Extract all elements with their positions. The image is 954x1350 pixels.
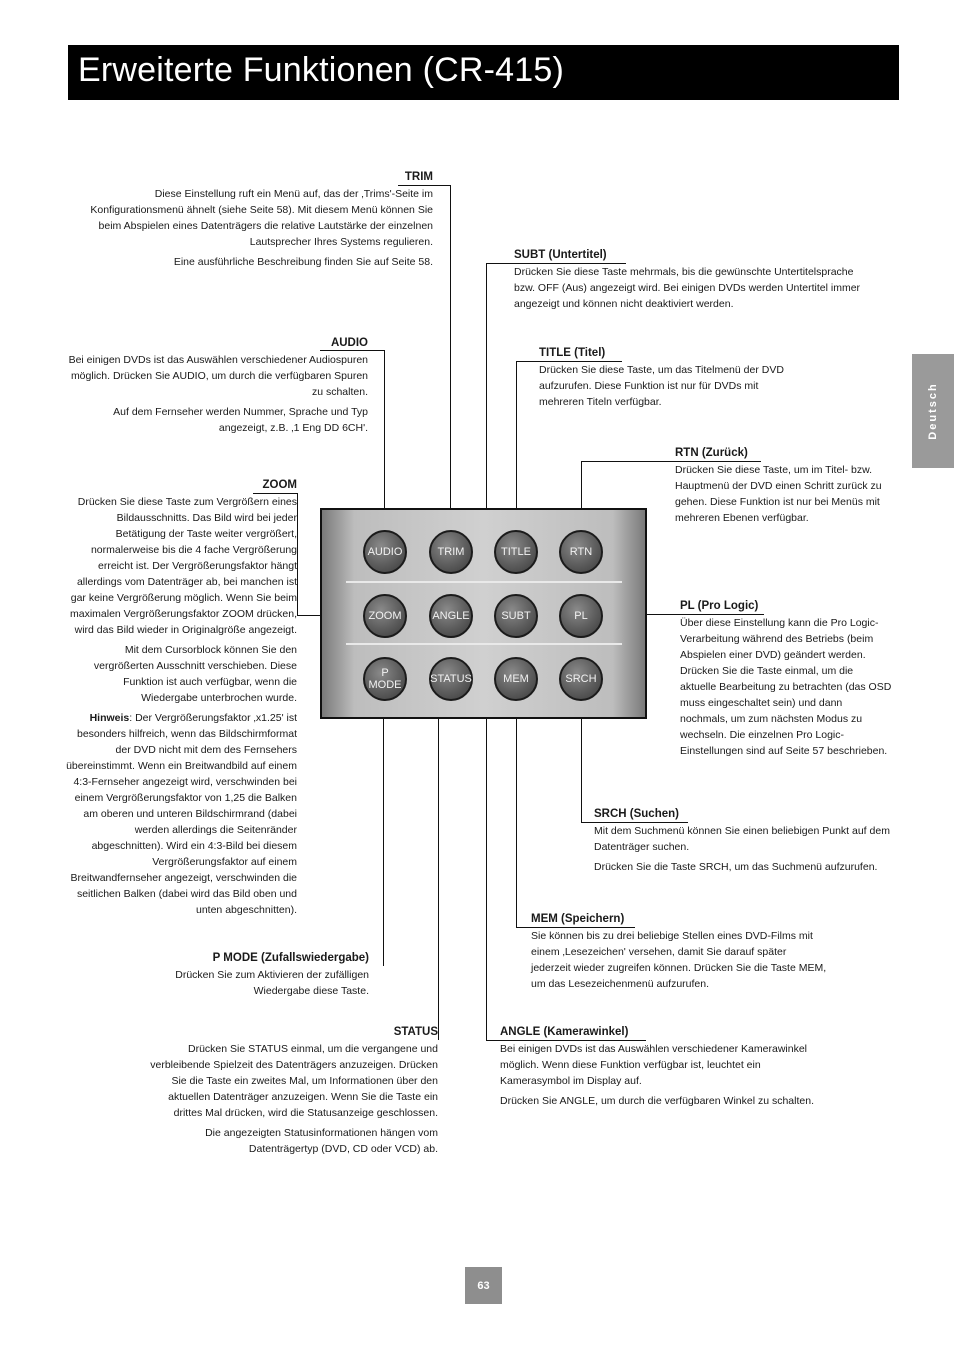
srch-button[interactable]: SRCH (559, 657, 603, 701)
rtn-heading: RTN (Zurück) (675, 447, 748, 459)
title-heading: TITLE (Titel) (539, 347, 606, 359)
mem-section (531, 912, 827, 996)
title-connector-v (516, 361, 517, 529)
mem-connector-h (516, 927, 635, 928)
zoom-hint (66, 710, 297, 918)
pmode-connector-v (383, 702, 384, 966)
trim-heading: TRIM (404, 171, 433, 183)
pl-button[interactable]: PL (559, 594, 603, 638)
rtn-connector-h (581, 461, 761, 462)
page-number: 63 (465, 1267, 502, 1304)
language-tab (912, 354, 954, 468)
pl-text-1: Über diese Einstellung kann die Pro Logic-Verarbeitung während des Betriebs (beim Abspielen einer DVD) geändert werden. Drücken Sie die Taste einmal, um die aktuelle Bearbeitung zu betrachten (das OSD muss eingeschaltet sein) und dann nochmals, um zum nächsten Modus zu wechseln. Die einzelnen Pro Logic-Einstellungen sind auf Seite 57 beschrieben. (680, 617, 892, 757)
pmode-section (150, 951, 369, 1003)
status-text-2: Die angezeigten Statusinformationen hängen vom Datenträgertyp (DVD, CD oder VCD) ab. (205, 1127, 438, 1155)
title-bar (68, 45, 899, 100)
audio-button[interactable]: AUDIO (363, 530, 407, 574)
title-text-1: Drücken Sie diese Taste, um das Titelmenü der DVD aufzurufen. Diese Funktion ist nur für DVDs mit mehreren Titeln verfügbar. (539, 364, 784, 408)
title-connector-h (516, 361, 622, 362)
srch-text-2: Drücken Sie die Taste SRCH, um das Suchmenü aufzurufen. (594, 861, 878, 873)
trim-text-1: Diese Einstellung ruft ein Menü auf, das der ‚Trims'-Seite im Konfigurationsmenü ähnelt (siehe Seite 58). Mit diesem Menü können Sie beim Abspielen eines Datenträgers die relative Lautstärke der einzelnen Lautsprecher Ihres Systems regulieren. (90, 188, 433, 248)
pmode-text-1: Drücken Sie zum Aktivieren der zufälligen Wiedergabe diese Taste. (175, 969, 369, 997)
mem-heading: MEM (Speichern) (531, 913, 625, 925)
audio-section (66, 336, 368, 440)
button-row-divider (346, 643, 622, 645)
title-button[interactable]: TITLE (494, 530, 538, 574)
pmode-heading: P MODE (Zufallswiedergabe) (212, 952, 369, 964)
angle-section (500, 1025, 818, 1113)
status-button[interactable]: STATUS (429, 657, 473, 701)
title-section (539, 346, 789, 414)
angle-heading: ANGLE (Kamerawinkel) (500, 1026, 629, 1038)
status-section (138, 1025, 438, 1161)
pl-section (680, 599, 892, 763)
angle-text-2: Drücken Sie ANGLE, um durch die verfügbaren Winkel zu schalten. (500, 1095, 814, 1107)
audio-text-2: Auf dem Fernseher werden Nummer, Sprache und Typ angezeigt, z.B. ‚1 Eng DD 6CH'. (113, 406, 368, 434)
audio-connector-h (320, 350, 384, 351)
trim-text-2: Eine ausführliche Beschreibung finden Sie auf Seite 58. (173, 256, 433, 268)
audio-heading: AUDIO (330, 337, 368, 349)
angle-connector-h (486, 1040, 646, 1041)
button-row-divider (346, 581, 622, 583)
audio-text-1: Bei einigen DVDs ist das Auswählen verschiedener Audiospuren möglich. Drücken Sie AUDIO, um durch die verfügbaren Spuren zu schalten. (68, 354, 368, 398)
angle-button[interactable]: ANGLE (429, 594, 473, 638)
pmode-button[interactable]: P MODE (363, 657, 407, 701)
subt-button[interactable]: SUBT (494, 594, 538, 638)
remote-control-panel (320, 508, 647, 719)
mem-button[interactable]: MEM (494, 657, 538, 701)
zoom-text-2: Mit dem Cursorblock können Sie den vergrößerten Ausschnitt verschieben. Diese Funktion ist auch verfügbar, wenn die Wiedergabe unterbrochen wurde. (93, 644, 297, 704)
srch-connector-h (581, 822, 688, 823)
status-heading: STATUS (393, 1026, 438, 1038)
trim-section (80, 170, 433, 274)
zoom-button[interactable]: ZOOM (363, 594, 407, 638)
zoom-heading: ZOOM (262, 479, 297, 491)
angle-text-1: Bei einigen DVDs ist das Auswählen verschiedener Kamerawinkel möglich. Wenn diese Funktion verfügbar ist, leuchtet ein Kamerasymbol im Display auf. (500, 1043, 807, 1087)
mem-text-1: Sie können bis zu drei beliebige Stellen eines DVD-Films mit einem ‚Lesezeichen' versehen, damit Sie darauf später jederzeit wieder zugreifen können. Drücken Sie die Taste MEM, um das Lesezeichenmenü aufzurufen. (531, 930, 827, 990)
pl-heading: PL (Pro Logic) (680, 600, 759, 612)
rtn-text-1: Drücken Sie diese Taste, um im Titel- bzw. Hauptmenü der DVD einen Schritt zurück zu gehen. Diese Funktion ist nur bei Menüs mit mehreren Ebenen verfügbar. (675, 464, 882, 524)
language-tab-label: Deutsch (927, 382, 939, 440)
trim-connector-h (398, 185, 450, 186)
status-connector-v (438, 690, 439, 1040)
trim-connector-v (450, 185, 451, 529)
zoom-connector-v (297, 493, 298, 615)
subt-connector-h (486, 263, 626, 264)
zoom-connector-h1 (253, 493, 298, 494)
srch-heading: SRCH (Suchen) (594, 808, 679, 820)
rtn-button[interactable]: RTN (559, 530, 603, 574)
zoom-text-1: Drücken Sie diese Taste zum Vergrößern eines Bildausschnitts. Das Bild wird bei jeder Betätigung der Taste weiter vergrößert, normalerweise bis die 4 fache Vergrößerung erreicht ist. Der Vergrößerungsfaktor hängt allerdings vom Datenträger ab, bei manchen ist gar keine Vergrößerung möglich. Wenn Sie beim maximalen Vergrößerungsfaktor ZOOM drücken, wird das Bild wieder in Originalgröße angezeigt. (69, 496, 297, 636)
rtn-section (675, 446, 891, 530)
page-title: Erweiterte Funktionen (CR-415) (78, 51, 564, 89)
srch-section (594, 807, 894, 879)
status-text-1: Drücken Sie STATUS einmal, um die vergangene und verbleibende Spielzeit des Datenträgers anzuzeigen. Drücken Sie die Taste ein zweites Mal, um Informationen über den aktuellen Datenträger anzuzeigen. Wenn Sie die Taste ein drittes Mal drücken, wird die Statusanzeige geschlossen. (150, 1043, 438, 1119)
trim-button[interactable]: TRIM (429, 530, 473, 574)
zoom-hint-label: Hinweis (89, 712, 130, 724)
zoom-section (66, 478, 297, 922)
subt-text-1: Drücken Sie diese Taste mehrmals, bis die gewünschte Untertitelsprache bzw. OFF (Aus) angezeigt wird. Bei einigen DVDs werden Untertitel immer angezeigt und können nicht deaktiviert werden. (514, 266, 861, 310)
srch-connector-v (581, 702, 582, 822)
zoom-hint-text: : Der Vergrößerungsfaktor ‚x1.25' ist besonders hilfreich, wenn das Bildschirmformat der DVD nicht mit dem des Fernsehers übereinstimmt. Wenn ein Breitwandbild auf einem 4:3-Fernseher angezeigt wird, verschwinden bei einem Vergrößerungsfaktor von 1,25 die Balken am oberen und unteren Bildschirmrand (dabei werden allerdings die Seitenränder abgeschnitten). Wird ein 4:3-Bild bei diesem Vergrößerungsfaktor auf einem Breitwandfernseher angezeigt, verschwinden die seitlichen Balken (dabei wird das Bild oben und unten abgeschnitten). (66, 712, 297, 916)
audio-connector-v (384, 350, 385, 529)
srch-text-1: Mit dem Suchmenü können Sie einen beliebigen Punkt auf dem Datenträger suchen. (594, 825, 890, 853)
mem-connector-v (516, 700, 517, 927)
subt-section (514, 248, 874, 316)
subt-heading: SUBT (Untertitel) (514, 249, 607, 261)
